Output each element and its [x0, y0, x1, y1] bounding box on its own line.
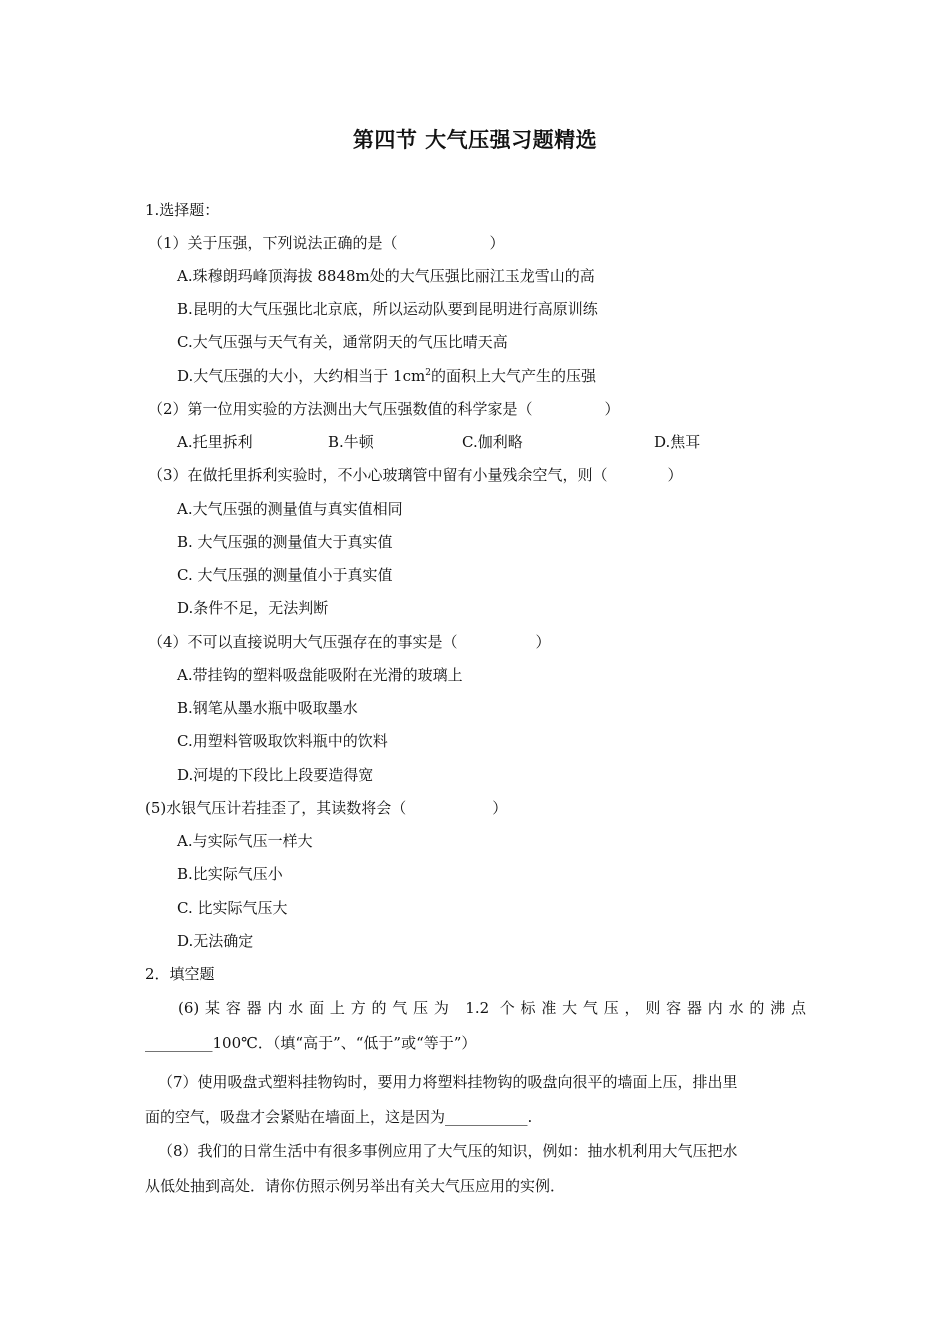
question-1-close: ） — [489, 234, 505, 252]
question-2-stem — [148, 399, 620, 419]
section-heading-choice: 1.选择题： — [145, 201, 220, 219]
question-3-text: （3）在做托里拆利实验时，不小心玻璃管中留有小量残余空气，则（ — [148, 466, 608, 484]
option-d-text-pre: D.大气压强的大小，大约相当于 1cm — [177, 367, 426, 385]
question-1-text: （1）关于压强，下列说法正确的是（ — [148, 234, 398, 252]
question-5-stem — [145, 798, 507, 818]
question-5-text: (5)水银气压计若挂歪了，其读数将会（ — [145, 799, 407, 817]
question-3-option-b: B. 大气压强的测量值大于真实值 — [177, 533, 393, 551]
question-5-option-c: C. 比实际气压大 — [177, 899, 288, 917]
question-4-option-b: B.钢笔从墨水瓶中吸取墨水 — [177, 699, 358, 717]
question-3-option-c: C. 大气压强的测量值小于真实值 — [177, 566, 393, 584]
question-3-option-d: D.条件不足，无法判断 — [177, 599, 329, 617]
question-6-line-2: _________100℃．（填“高于”、“低于”或“等于”） — [145, 1034, 477, 1052]
question-4-option-c: C.用塑料管吸取饮料瓶中的饮料 — [177, 732, 388, 750]
question-2-option-d: D.焦耳 — [654, 433, 701, 451]
question-6-line-1: (6)某容器内水面上方的气压为 1.2 个标准大气压，则容器内水的沸点 — [178, 999, 806, 1017]
question-1-option-d — [177, 366, 596, 386]
question-2-options — [0, 432, 950, 452]
page-title: 第四节 大气压强习题精选 — [352, 128, 598, 152]
question-8-line-1: （8）我们的日常生活中有很多事例应用了大气压的知识，例如：抽水机利用大气压把水 — [158, 1142, 738, 1160]
question-4-option-d: D.河堤的下段比上段要造得宽 — [177, 766, 374, 784]
question-1-option-a: A.珠穆朗玛峰顶海拔 8848m处的大气压强比丽江玉龙雪山的高 — [177, 267, 595, 285]
option-d-superscript: 2 — [425, 368, 431, 378]
question-3-option-a: A.大气压强的测量值与真实值相同 — [177, 500, 403, 518]
question-2-option-c: C.伽利略 — [462, 433, 523, 451]
question-2-close: ） — [604, 400, 620, 418]
question-4-option-a: A.带挂钩的塑料吸盘能吸附在光滑的玻璃上 — [177, 666, 463, 684]
question-7-line-1: （7）使用吸盘式塑料挂物钩时，要用力将塑料挂物钩的吸盘向很平的墙面上压，排出里 — [158, 1073, 738, 1091]
question-2-option-b: B.牛顿 — [328, 433, 374, 451]
question-1-stem — [148, 233, 505, 253]
question-2-text: （2）第一位用实验的方法测出大气压强数值的科学家是（ — [148, 400, 533, 418]
section-heading-fill: 2．填空题 — [145, 965, 215, 983]
question-5-option-b: B.比实际气压小 — [177, 865, 283, 883]
question-3-close: ） — [667, 466, 683, 484]
option-d-text-post: 的面积上大气产生的压强 — [430, 367, 596, 385]
question-8-line-2: 从低处抽到高处．请你仿照示例另举出有关大气压应用的实例． — [145, 1177, 566, 1195]
question-5-close: ） — [492, 799, 508, 817]
question-4-close: ） — [535, 633, 551, 651]
question-1-option-b: B.昆明的大气压强比北京底，所以运动队要到昆明进行高原训练 — [177, 300, 598, 318]
question-7-line-2: 面的空气，吸盘才会紧贴在墙面上，这是因为___________. — [145, 1108, 533, 1126]
question-5-option-d: D.无法确定 — [177, 932, 254, 950]
question-4-text: （4）不可以直接说明大气压强存在的事实是（ — [148, 633, 458, 651]
question-3-stem — [148, 465, 683, 485]
question-1-option-c: C.大气压强与天气有关，通常阴天的气压比晴天高 — [177, 333, 508, 351]
question-4-stem — [148, 632, 551, 652]
question-2-option-a: A.托里拆利 — [177, 433, 253, 451]
question-5-option-a: A.与实际气压一样大 — [177, 832, 313, 850]
